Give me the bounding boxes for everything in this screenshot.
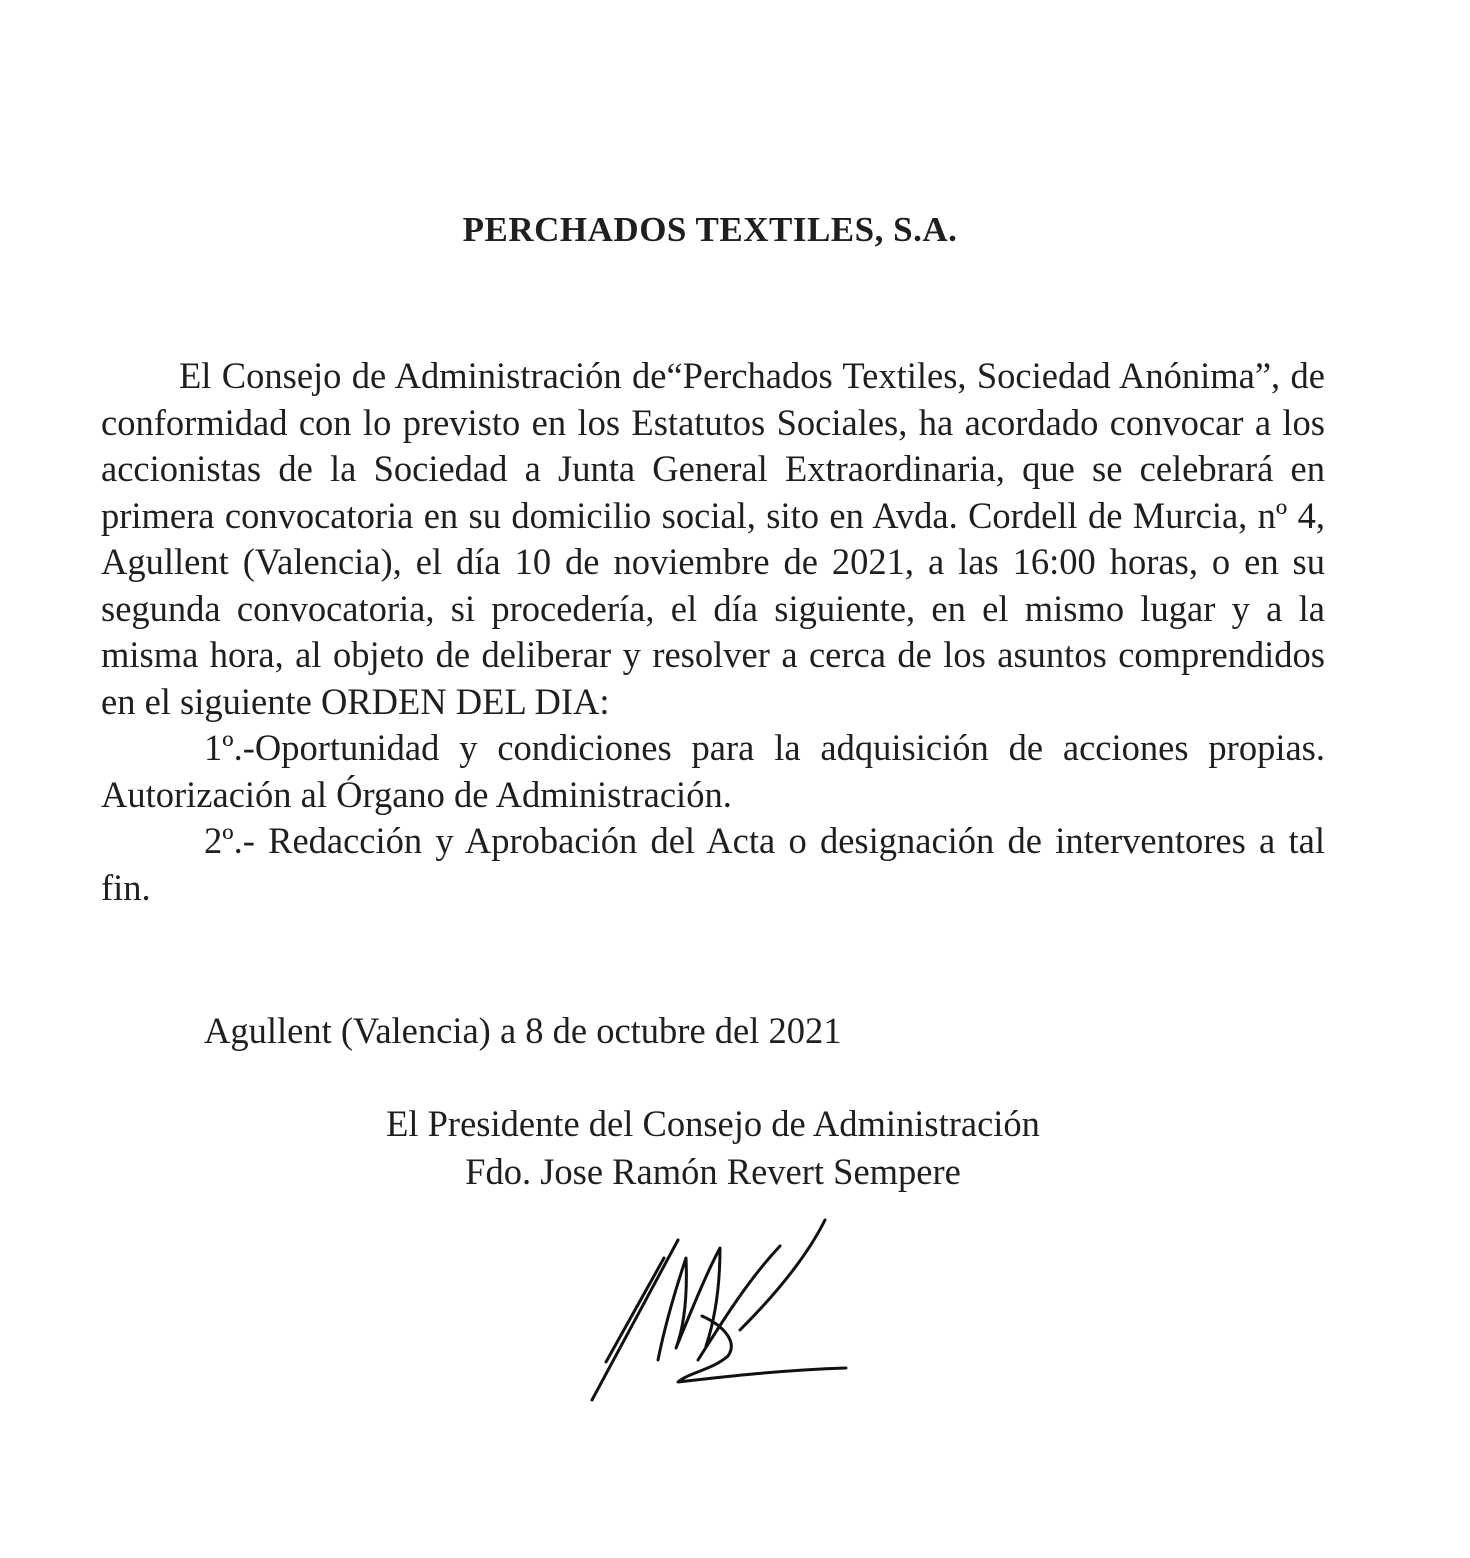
- signature-block: [280, 1100, 1146, 1196]
- signer-name: Fdo. Jose Ramón Revert Sempere: [465, 1151, 961, 1192]
- document-title: PERCHADOS TEXTILES, S.A.: [462, 210, 958, 249]
- agenda-item-1: 1º.-Oportunidad y condiciones para la adquisición de acciones propias. Autorización al Órgano de Administración.: [101, 727, 1325, 815]
- handwritten-signature: [570, 1210, 870, 1410]
- document-body: [101, 353, 1325, 911]
- intro-paragraph: El Consejo de Administración de“Perchados Textiles, Sociedad Anónima”, de conformidad con lo previsto en los Estatutos Sociales, ha acordado convocar a los accionistas de la Sociedad a Junta General Extraordinaria, que se celebrará en primera convocatoria en su domicilio social, sito en Avda. Cordell de Murcia, nº 4, Agullent (Valencia), el día 10 de noviembre de 2021, a las 16:00 horas, o en su segunda convocatoria, si procedería, el día siguiente, en el mismo lugar y a la misma hora, al objeto de deliberar y resolver a cerca de los asuntos comprendidos en el siguiente ORDEN DEL DIA:: [101, 355, 1325, 722]
- place-date: Agullent (Valencia) a 8 de octubre del 2021: [204, 1010, 842, 1051]
- signer-role: El Presidente del Consejo de Administración: [386, 1103, 1040, 1144]
- agenda-item-2: 2º.- Redacción y Aprobación del Acta o designación de interventores a tal fin.: [101, 820, 1325, 908]
